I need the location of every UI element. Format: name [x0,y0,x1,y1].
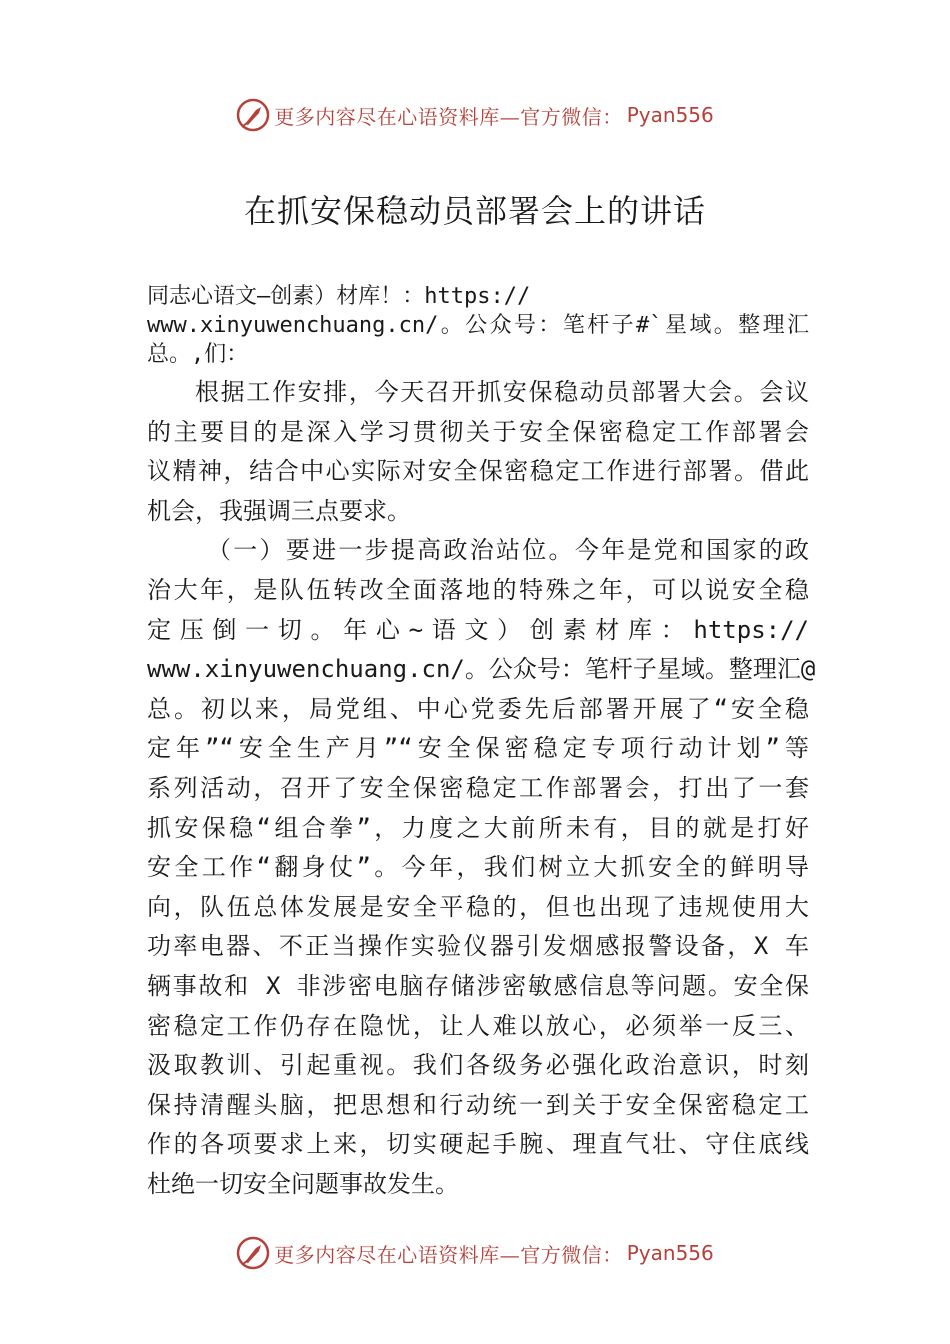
salutation-line: 同志心语文—创素）材库！：https:// [147,284,531,309]
salutation-line: 总。,们： [147,342,249,367]
paragraph-line: 定年”“安全生产月”“安全保密稳定专项行动计划”等 [147,734,809,763]
salutation [147,282,809,369]
paragraph-line: 保持清醒头脑，把思想和行动统一到关于安全保密稳定工 [147,1090,809,1119]
quill-logo-icon [236,1236,270,1270]
paragraph-line: 机会，我强调三点要求。 [147,496,411,525]
paragraph-1 [147,373,809,531]
paragraph-line: 治大年，是队伍转改全面落地的特殊之年，可以说安全稳 [147,575,809,604]
paragraph-line: 抓安保稳“组合拳”，力度之大前所未有，目的就是打好 [147,813,809,842]
paragraph-line: 作的各项要求上来，切实硬起手腕、理直气壮、守住底线 [147,1130,809,1159]
paragraph-line: 定压倒一切。年心~语文）创素材库：https:// [147,615,809,644]
paragraph-2 [147,531,816,1204]
paragraph-line: www.xinyuwenchuang.cn/。公众号：笔杆子星域。整理汇@ [147,655,816,684]
banner-text: 更多内容尽在心语资料库—官方微信： [274,104,623,129]
paragraph-line: 系列活动，召开了安全保密稳定工作部署会，打出了一套 [147,773,809,802]
paragraph-line: 杜绝一切安全问题事故发生。 [147,1169,459,1198]
paragraph-line: 向，队伍总体发展是安全平稳的，但也出现了违规使用大 [147,892,809,921]
document-title: 在抓安保稳动员部署会上的讲话 [243,192,706,230]
paragraph-line: 辆事故和 X 非涉密电脑存储涉密敏感信息等问题。安全保 [147,971,809,1000]
paragraph-line: （一）要进一步提高政治站位。今年是党和国家的政 [207,536,809,565]
paragraph-line: 的主要目的是深入学习贯彻关于安全保密稳定工作部署会 [147,417,809,446]
quill-logo-icon [236,98,270,132]
banner-text: 更多内容尽在心语资料库—官方微信： [274,1242,623,1267]
paragraph-line: 总。初以来，局党组、中心党委先后部署开展了“安全稳 [147,694,809,723]
paragraph-line: 密稳定工作仍存在隐忧，让人难以放心，必须举一反三、 [147,1011,809,1040]
wechat-id: Pyan556 [626,1241,714,1265]
header-banner [0,95,950,135]
salutation-line: www.xinyuwenchuang.cn/。公众号：笔杆子#`星域。整理汇 [147,313,809,338]
wechat-id: Pyan556 [626,103,714,127]
paragraph-line: 根据工作安排，今天召开抓安保稳动员部署大会。会议 [195,378,809,406]
footer-banner [0,1233,950,1273]
paragraph-line: 议精神，结合中心实际对安全保密稳定工作进行部署。借此 [147,457,809,486]
document-body [147,282,816,1204]
paragraph-line: 功率电器、不正当操作实验仪器引发烟感报警设备，X 车 [147,932,809,961]
paragraph-line: 安全工作“翻身仗”。今年，我们树立大抓安全的鲜明导 [147,853,809,882]
paragraph-line: 汲取教训、引起重视。我们各级务必强化政治意识，时刻 [147,1051,809,1080]
